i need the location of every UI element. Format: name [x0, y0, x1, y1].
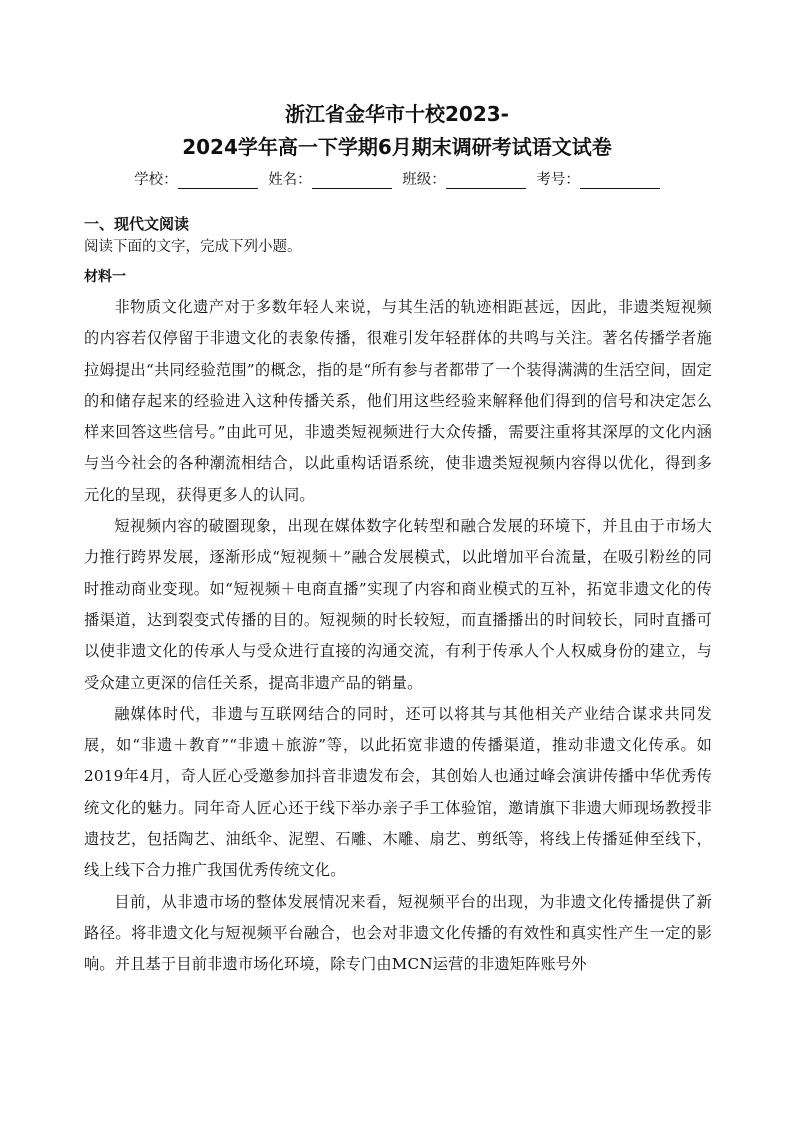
exam-number-blank — [580, 170, 660, 189]
reading-instruction: 阅读下面的文字，完成下列小题。 — [84, 239, 302, 255]
exam-title-line-2: 2024学年高一下学期6月期末调研考试语文试卷 — [182, 135, 612, 159]
exam-number-label: 考号： — [536, 172, 580, 188]
paragraph: 融媒体时代，非遗与互联网结合的同时，还可以将其与其他相关产业结合谋求共同发展，如“非遗＋教育”“非遗＋旅游”等，以此拓宽非遗的传播渠道，推动非遗文化传承。如2019年4月，奇人匠心受邀参加抖音非遗发布会，其创始人也通过峰会演讲传播中华优秀传统文化的魅力。同年奇人匠心还于线下举办亲子手工体验馆，邀请旗下非遗大师现场教授非遗技艺，包括陶艺、油纸伞、泥塑、石雕、木雕、扇艺、剪纸等，将线上传播延伸至线下，线上线下合力推广我国优秀传统文化。 — [84, 704, 712, 880]
school-blank — [178, 170, 258, 189]
name-blank — [312, 170, 392, 189]
paragraph: 非物质文化遗产对于多数年轻人来说，与其生活的轨迹相距甚远，因此，非遗类短视频的内容若仅停留于非遗文化的表象传播，很难引发年轻群体的共鸣与关注。著名传播学者施拉姆提出“共同经验范围”的概念，指的是“所有参与者都带了一个装得满满的生活空间，固定的和储存起来的经验进入这种传播关系，他们用这些经验来解释他们得到的信号和决定怎么样来回答这些信号。”由此可见，非遗类短视频进行大众传播，需要注重将其深厚的文化内涵与当今社会的各种潮流相结合，以此重构话语系统，使非遗类短视频内容得以优化，得到多元化的呈现，获得更多人的认同。 — [84, 298, 712, 504]
material-body — [84, 292, 712, 981]
school-field — [134, 166, 258, 194]
exam-number-field — [536, 166, 660, 194]
class-label: 班级： — [402, 172, 446, 188]
material-label: 材料一 — [84, 269, 126, 285]
section-heading: 一、现代文阅读 — [84, 215, 190, 233]
class-blank — [446, 170, 526, 189]
name-label: 姓名： — [268, 172, 312, 188]
school-label: 学校： — [134, 172, 178, 188]
name-field — [268, 166, 392, 194]
paragraph: 短视频内容的破圈现象，出现在媒体数字化转型和融合发展的环境下，并且由于市场大力推行跨界发展，逐渐形成“短视频＋”融合发展模式，以此增加平台流量，在吸引粉丝的同时推动商业变现。如“短视频＋电商直播”实现了内容和商业模式的互补，拓宽非遗文化的传播渠道，达到裂变式传播的目的。短视频的时长较短，而直播播出的时间较长，同时直播可以使非遗文化的传承人与受众进行直接的沟通交流，有利于传承人个人权威身份的建立，与受众建立更深的信任关系，提高非遗产品的销量。 — [84, 517, 712, 692]
paragraph: 目前，从非遗市场的整体发展情况来看，短视频平台的出现，为非遗文化传播提供了新路径。将非遗文化与短视频平台融合，也会对非遗文化传播的有效性和真实性产生一定的影响。并且基于目前非遗市场化环境，除专门由MCN运营的非遗矩阵账号外 — [84, 892, 712, 974]
exam-title-line-1: 浙江省金华市十校2023- — [285, 102, 509, 126]
student-info-row — [0, 166, 794, 194]
class-field — [402, 166, 526, 194]
